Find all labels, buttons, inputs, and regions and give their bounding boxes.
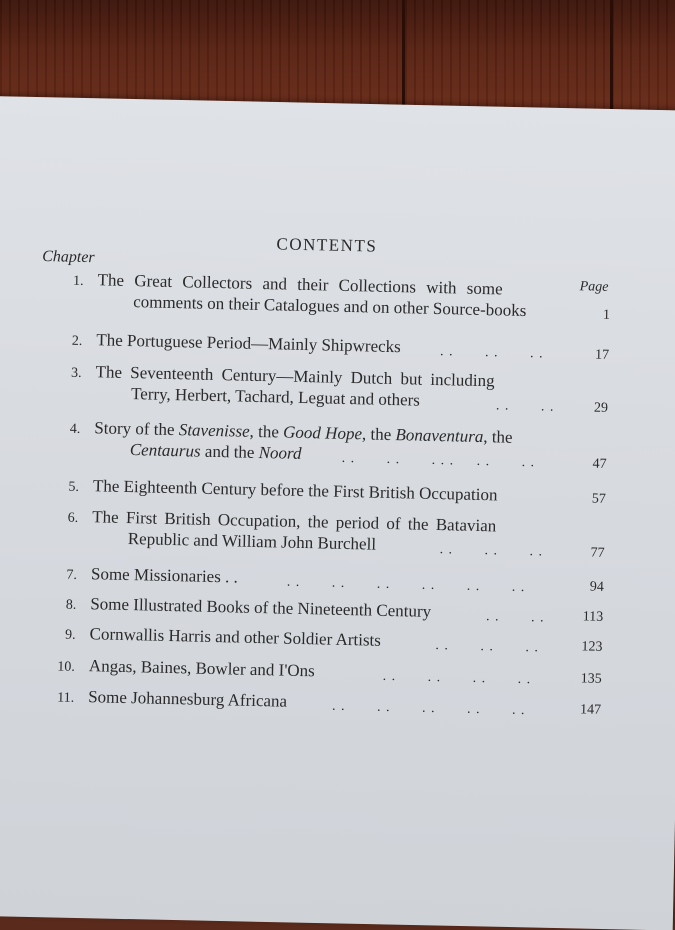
toc-entry bbox=[0, 562, 662, 596]
chapter-number: 11. bbox=[57, 690, 75, 706]
leader-dots: . . . . bbox=[485, 609, 545, 626]
chapter-title-line: Republic and William John Burchell bbox=[127, 529, 377, 554]
chapter-title-line: The First British Occupation, the period of the Batavian bbox=[92, 507, 497, 536]
leader-dots: . . . . . . . . bbox=[382, 668, 532, 688]
title-text: and the bbox=[200, 441, 259, 462]
chapter-title-line: Some Missionaries . . bbox=[90, 564, 239, 587]
title-text: , the bbox=[483, 427, 513, 447]
chapter-title-line: The Seventeenth Century—Mainly Dutch but including bbox=[95, 362, 495, 391]
toc-entry bbox=[0, 328, 667, 363]
page-number: 123 bbox=[581, 639, 603, 655]
title-text: , the bbox=[361, 424, 396, 445]
ship-name: Centaurus bbox=[129, 440, 201, 461]
leader-dots: . . . . . . . . . . . bbox=[341, 450, 536, 471]
ship-name: Good Hope bbox=[282, 422, 363, 444]
toc-entry bbox=[0, 685, 659, 719]
page-number: 135 bbox=[580, 671, 602, 687]
page-number: 147 bbox=[579, 702, 602, 718]
page-number: 47 bbox=[592, 456, 607, 472]
page-number: 29 bbox=[593, 400, 609, 416]
chapter-number: 3. bbox=[70, 365, 82, 381]
chapter-number: 10. bbox=[57, 659, 76, 675]
page-column-header: Page bbox=[579, 279, 609, 295]
chapter-number: 4. bbox=[69, 421, 81, 437]
chapter-number: 9. bbox=[64, 627, 76, 643]
page-number: 17 bbox=[594, 347, 610, 363]
chapter-title-line: Some Illustrated Books of the Nineteenth Century bbox=[90, 594, 432, 621]
title-text: Story of the bbox=[94, 418, 180, 440]
chapter-number: 2. bbox=[71, 333, 83, 349]
chapter-number: 8. bbox=[65, 597, 77, 613]
chapter-title-line: The Great Collectors and their Collections with some bbox=[97, 270, 503, 299]
leader-dots: . . . . . . bbox=[435, 638, 540, 656]
chapter-title-line: The Portuguese Period—Mainly Shipwrecks bbox=[96, 330, 402, 357]
toc-entry bbox=[0, 505, 663, 561]
leader-dots: . . . . . . bbox=[439, 542, 544, 560]
page-number: 94 bbox=[589, 579, 605, 595]
chapter-title-line: comments on their Catalogues and on other Source-books bbox=[132, 292, 527, 321]
chapter-number: 1. bbox=[72, 273, 84, 289]
chapter-title-line: Angas, Baines, Bowler and I'Ons bbox=[88, 656, 315, 681]
chapter-title-line: The Eighteenth Century before the First British Occupation bbox=[92, 476, 498, 505]
toc-entry bbox=[0, 416, 665, 472]
page-number: 1 bbox=[602, 307, 611, 323]
title-text: , the bbox=[249, 421, 284, 442]
chapter-title-line bbox=[130, 440, 302, 464]
page-number: 113 bbox=[582, 609, 604, 625]
leader-dots: . . . . bbox=[495, 398, 555, 415]
leader-dots: . . . . . . bbox=[439, 344, 544, 362]
chapter-title-line: Some Johannesburg Africana bbox=[88, 687, 288, 711]
chapter-number: 6. bbox=[67, 510, 79, 526]
chapter-column-header: Chapter bbox=[41, 248, 95, 267]
ship-name: Stavenisse bbox=[178, 420, 250, 441]
page-number: 77 bbox=[590, 545, 605, 561]
toc-entry bbox=[0, 654, 660, 688]
leader-dots: . . . . . . . . . . bbox=[331, 698, 526, 719]
chapter-title-line: Terry, Herbert, Tachard, Leguat and others bbox=[130, 384, 421, 410]
ship-name: Noord bbox=[258, 442, 302, 463]
ship-name: Bonaventura bbox=[395, 425, 484, 447]
chapter-title-line: Cornwallis Harris and other Soldier Artists bbox=[89, 624, 382, 650]
toc-entry bbox=[0, 474, 664, 507]
contents-title: CONTENTS bbox=[276, 234, 378, 256]
chapter-number: 5. bbox=[68, 479, 80, 495]
leader-dots: . . . . . . . . . . . . bbox=[286, 574, 526, 596]
chapter-number: 7. bbox=[66, 567, 78, 583]
page-number: 57 bbox=[591, 491, 606, 507]
